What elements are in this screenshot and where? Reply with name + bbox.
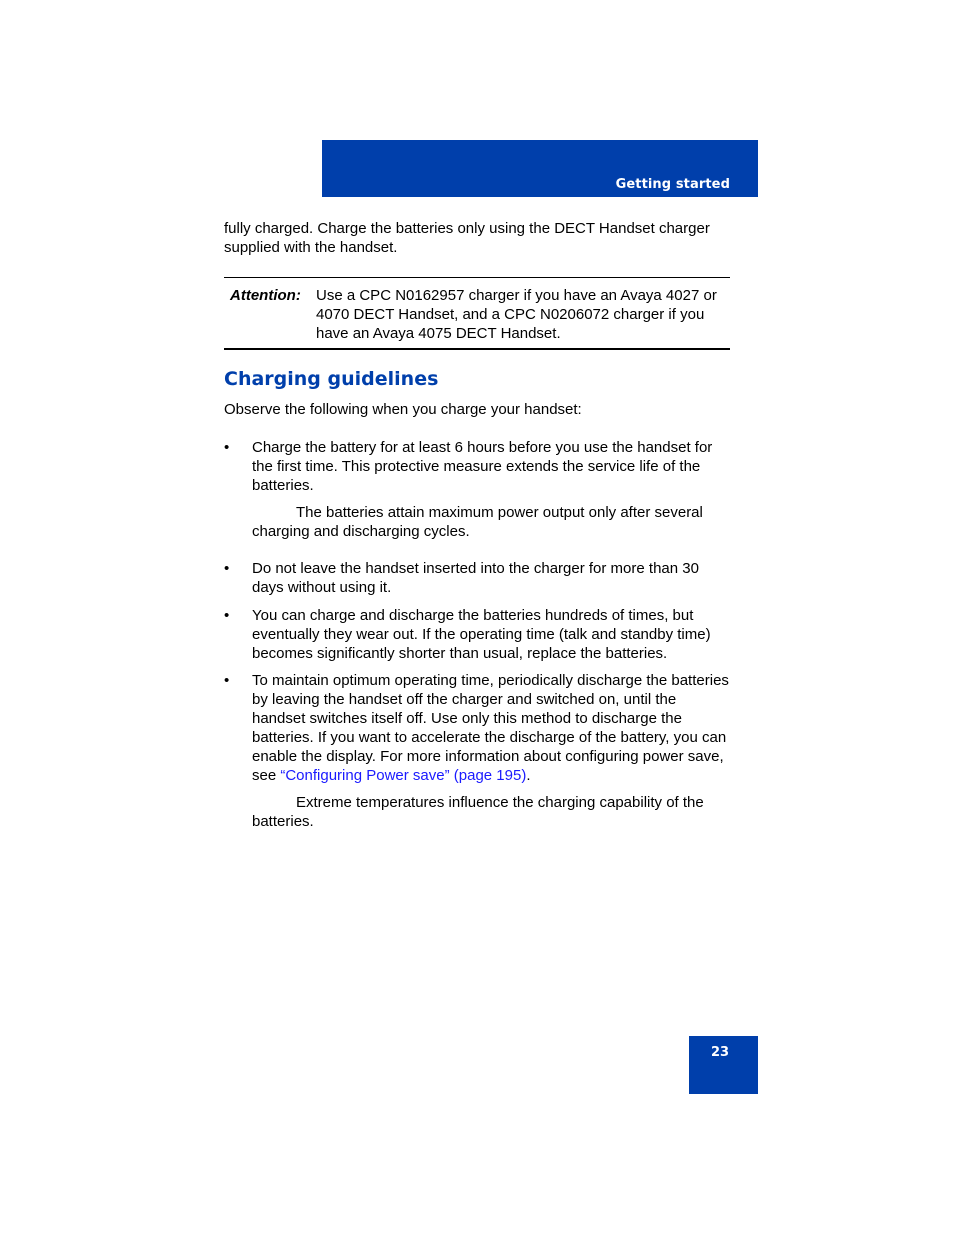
attention-box (224, 277, 730, 350)
bullet-marker: • (224, 672, 230, 689)
note-max-power: The batteries attain maximum power output only after several charging and discharging cycles. (252, 504, 703, 540)
configuring-power-save-link[interactable]: “Configuring Power save” (page 195) (280, 767, 527, 784)
attention-text: Use a CPC N0162957 charger if you have an Avaya 4027 or 4070 DECT Handset, and a CPC N0206072 charger if you have an Avaya 4075 DECT Handset. (316, 287, 717, 342)
bullet-marker: • (224, 560, 230, 577)
section-intro: Observe the following when you charge your handset: (224, 401, 582, 418)
list-item-charger-30-days: Do not leave the handset inserted into the charger for more than 30 days without using it. (252, 560, 699, 596)
intro-paragraph: fully charged. Charge the batteries only using the DECT Handset charger supplied with the handset. (224, 220, 710, 256)
page-number-box (689, 1036, 758, 1094)
attention-label: Attention: (230, 287, 301, 304)
bullet-marker: • (224, 439, 230, 456)
note-extreme-temperatures: Extreme temperatures influence the charging capability of the batteries. (252, 794, 704, 830)
list-item-text: To maintain optimum operating time, periodically discharge the batteries by leaving the handset off the charger and switched on, until the handset switches itself off. Use only this method to discharge the batteries. If you want to accelerate the discharge of the battery, you can enable the display. For more information about configuring power save, see (252, 672, 729, 784)
list-item-period: . (526, 767, 531, 784)
section-heading: Charging guidelines (224, 368, 439, 390)
header-band (322, 140, 758, 197)
list-item-optimum-operating-time (252, 671, 732, 785)
section-title: Getting started (615, 177, 730, 192)
bullet-marker: • (224, 607, 230, 624)
list-item-charge-cycles: You can charge and discharge the batteries hundreds of times, but eventually they wear out. If the operating time (talk and standby time) becomes significantly shorter than usual, replace the batteries. (252, 607, 711, 662)
page-number: 23 (710, 1045, 730, 1060)
list-item-charge-6-hours: Charge the battery for at least 6 hours before you use the handset for the first time. This protective measure extends the service life of the batteries. (252, 439, 713, 494)
